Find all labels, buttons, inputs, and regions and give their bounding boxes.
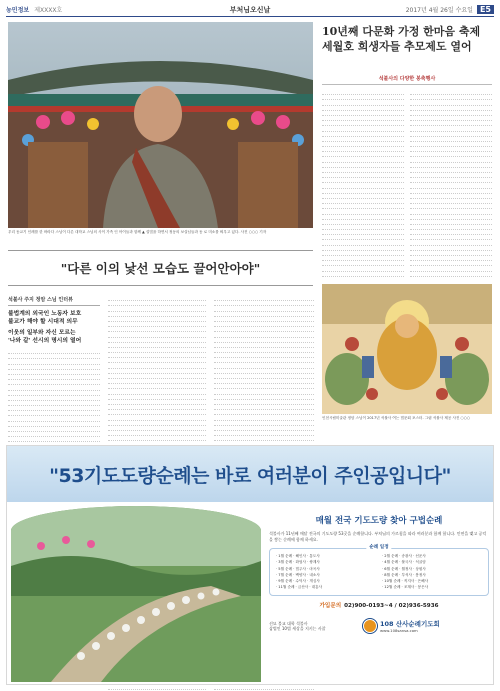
schedule-item: · 7월 순례 · 백양사 · 내소사 <box>276 572 320 577</box>
schedule-item: · 5월 순례 · 법주사 · 마곡사 <box>276 566 320 571</box>
contact-phone <box>269 601 489 609</box>
ad-heading: 매월 전국 기도도량 찾아 구법순례 <box>315 516 443 526</box>
schedule-item: · 9월 순례 · 수덕사 · 개심사 <box>276 579 320 583</box>
ad-banner <box>7 446 493 502</box>
ad-intro: 석불사가 11년째 매달 전국의 기도도량 53곳을 순례합니다. 부처님의 가르침을 따라 여러분과 함께 합니다. 인연을 맺고 공덕을 쌓는 순례에 함께 하세요. <box>269 531 487 542</box>
painting-caption: 인천시립미술관 정암 스님이 2017년 석불사 여는 법문회 포스터. 그림 석불사 제공 사진 ○○○ <box>322 416 470 420</box>
article-title: 10년째 다문화 가정 한마음 축제 세월호 희생자들 추모제도 열어 <box>322 25 481 53</box>
photo-caption: 우리 동교기 인례를 한 바라다 스님이 다른 대학교 스님의 사이 가족 인 아이들과 함께 ▲ 설법을 하면서 정동의 보살님들과 동 로 미소를 띄우고 있다. 사진 ○○○ 기자 <box>8 230 267 234</box>
schedule-item: · 2월 순례 · 송광사 · 선운사 <box>382 554 426 559</box>
article-subtitle: 석불사의 다양한 봉축행사 <box>322 75 492 85</box>
org-logo <box>363 619 440 633</box>
ad-banner-text: "53기도도량순례는 바로 여러분이 주인공입니다" <box>49 464 451 487</box>
buddhist-painting <box>322 284 492 414</box>
org-name: 108 산사순례기도회 <box>380 620 440 629</box>
interview-tag: 석불사 주지 정암 스님 인터뷰 <box>8 296 100 306</box>
ad-footer <box>269 619 489 633</box>
section-title: 부처님오신날 <box>229 5 271 14</box>
ad-info <box>269 506 489 682</box>
issue-info: 제XXXX호 <box>34 7 63 14</box>
article-column-1 <box>322 90 404 277</box>
pull-quote: "다른 이의 낯선 모습도 끌어안아야" <box>8 250 313 286</box>
lotus-icon <box>363 619 377 633</box>
footer-text: 선묘 불교 대학 석불사 삼법인 10법 세상을 지키는 사찰 <box>269 620 326 632</box>
paper-name: 농민정보 <box>6 7 30 14</box>
schedule-item: · 6월 순례 · 월정사 · 상원사 <box>382 566 426 571</box>
org-url: www.108sansa.com <box>380 628 418 634</box>
page-number: E5 <box>477 5 494 14</box>
pilgrimage-photo <box>11 506 261 682</box>
schedule-item: · 1월 순례 · 해인사 · 통도사 <box>276 554 320 559</box>
temple-photo <box>8 22 313 228</box>
issue-date: 2017년 4월 26일 수요일 <box>405 7 473 14</box>
schedule-item: · 3월 순례 · 화엄사 · 쌍계사 <box>276 560 320 565</box>
interview-heading: 불법계의 외국인 노동자 보호 불교가 해야 할 시대적 의무 이웃의 일부와 자신 모르는 '나와 같' 선시의 명시의 열어 <box>8 311 82 344</box>
pilgrimage-advertisement <box>6 445 494 685</box>
schedule-item: · 10월 순례 · 직지사 · 은해사 <box>382 579 429 583</box>
article-column-2 <box>410 90 492 277</box>
schedule-item: · 4월 순례 · 불국사 · 석굴암 <box>382 560 426 565</box>
schedule-item: · 12월 순례 · 조계사 · 봉은사 <box>382 585 429 590</box>
schedule-box <box>269 545 489 596</box>
schedule-item: · 8월 순례 · 부석사 · 봉정사 <box>382 572 426 577</box>
schedule-item: · 11월 순례 · 금산사 · 대흥사 <box>276 585 323 590</box>
page-header <box>6 3 494 17</box>
schedule-label: 순례 일정 <box>366 544 391 550</box>
phone-number: 02)900-0193~4 / 02)936-5936 <box>344 603 439 610</box>
phone-label: 가입문의 <box>319 603 342 610</box>
